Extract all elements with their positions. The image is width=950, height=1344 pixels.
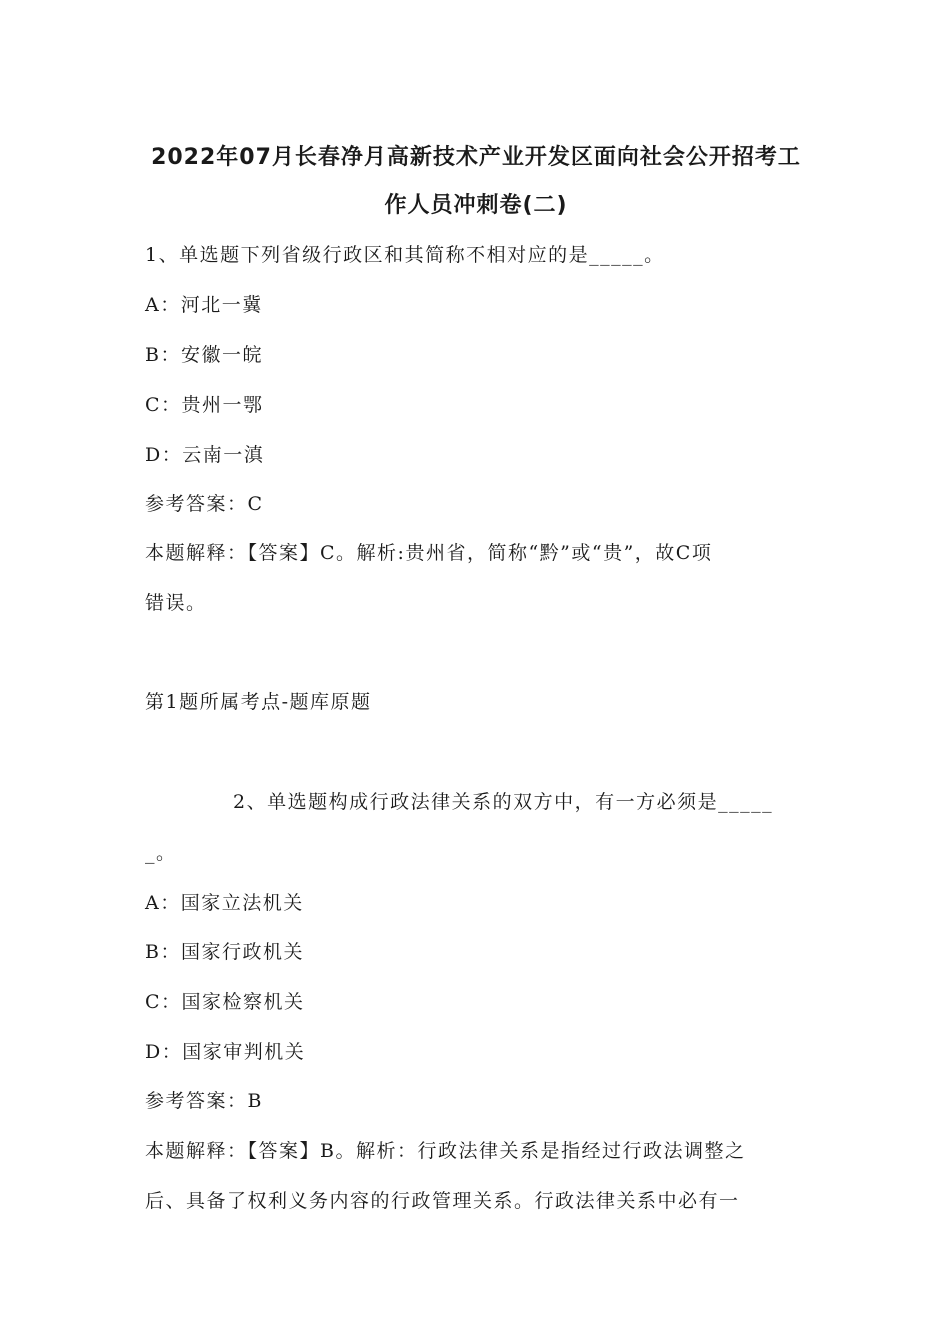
question-2-stem-line-2: _。 [145,842,177,864]
question-2-option-b: B：国家行政机关 [145,941,304,963]
question-2-option-a: A：国家立法机关 [145,892,304,914]
question-1-option-c: C：贵州一鄂 [145,394,264,416]
document-title-line-1: 2022年07月长春净月高新技术产业开发区面向社会公开招考工 [151,145,801,170]
question-1-option-b: B：安徽一皖 [145,344,263,366]
question-2-option-c: C：国家检察机关 [145,991,305,1013]
question-2-explanation-line-1: 本题解释：【答案】B。解析：行政法律关系是指经过行政法调整之 [145,1140,746,1162]
question-1-stem: 1、单选题下列省级行政区和其简称不相对应的是_____。 [145,244,665,266]
question-1-answer: 参考答案：C [145,493,264,515]
document-title-line-2: 作人员冲刺卷(二) [384,193,568,218]
question-2-answer: 参考答案：B [145,1090,263,1112]
question-1-explanation-line-2: 错误。 [145,592,207,614]
question-2-explanation-line-2: 后、具备了权利义务内容的行政管理关系。行政法律关系中必有一 [145,1190,740,1212]
question-1-explanation-line-1: 本题解释：【答案】C。解析:贵州省，简称“黔”或“贵”，故C项 [145,542,713,564]
question-1-topic: 第1题所属考点-题库原题 [145,691,372,713]
question-2-stem-line-1: 2、单选题构成行政法律关系的双方中，有一方必须是_____ [233,791,774,813]
question-1-option-d: D：云南一滇 [145,444,265,466]
question-2-option-d: D：国家审判机关 [145,1041,306,1063]
question-1-option-a: A：河北一冀 [145,294,263,316]
